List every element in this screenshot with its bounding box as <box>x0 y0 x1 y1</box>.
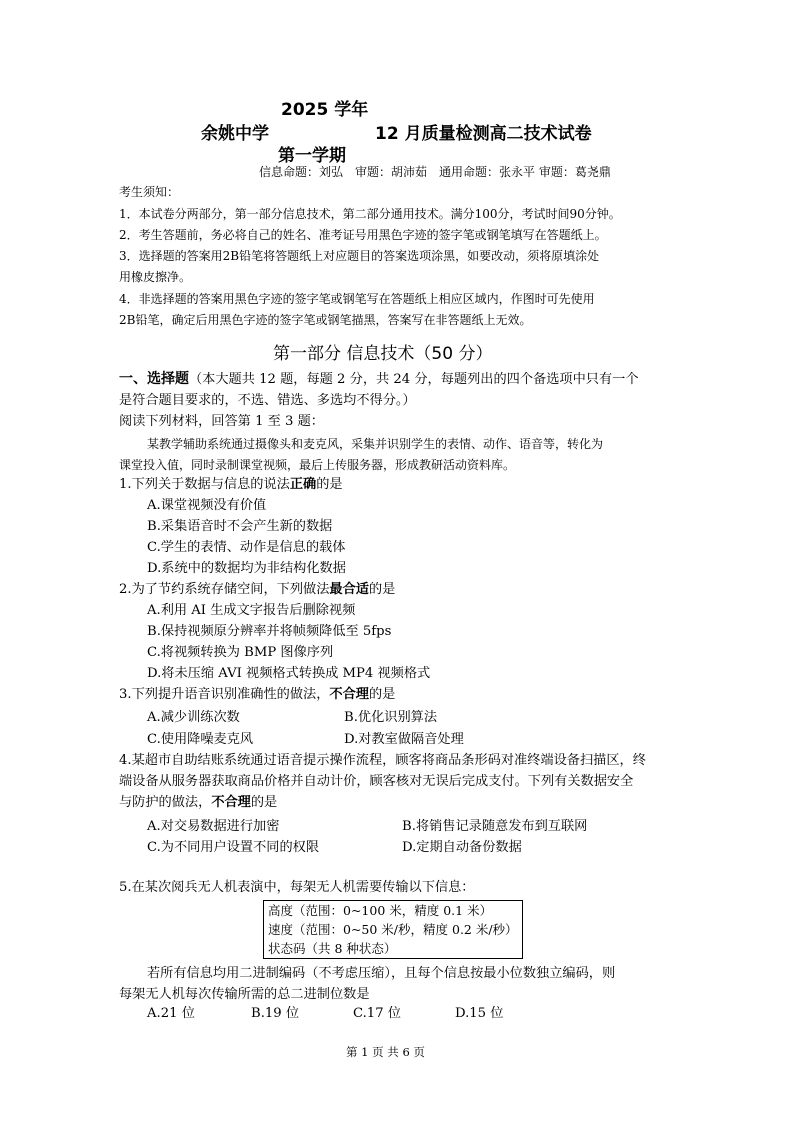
q2-stem-prefix: 2.为了节约系统存储空间，下列做法 <box>119 582 330 597</box>
q3-stem <box>119 684 395 705</box>
q2-stem-emph: 最合适 <box>329 582 369 597</box>
header-exam-title: 12 月质量检测高二技术试卷 <box>375 124 592 144</box>
page-number: 第 1 页 共 6 页 <box>346 1045 425 1059</box>
q5-info-box <box>263 900 523 959</box>
notice-item-4: 4．非选择题的答案用黑色字迹的签字笔或钢笔写在答题纸上相应区域内，作图时可先使用 <box>119 292 595 306</box>
q2-option-d: D.将未压缩 AVI 视频格式转换成 MP4 视频格式 <box>147 666 431 681</box>
q4-stem-line-1: 4.某超市自助结账系统通过语音提示操作流程，顾客将商品条形码对准终端设备扫描区，终 <box>119 753 646 768</box>
q5-box-line-status: 状态码（共 8 种状态） <box>268 941 397 956</box>
section-heading <box>119 369 639 390</box>
q2-option-c: C.将视频转换为 BMP 图像序列 <box>147 645 334 660</box>
notice-item-4-cont: 2B铅笔，确定后用黑色字迹的签字笔或钢笔描黑，答案写在非答题纸上无效。 <box>119 313 532 327</box>
part1-title: 第一部分 信息技术（50 分） <box>273 344 493 364</box>
header-semester: 第一学期 <box>278 146 346 166</box>
q3-option-a: A.减少训练次数 <box>147 710 240 725</box>
q1-option-c: C.学生的表情、动作是信息的载体 <box>147 540 346 555</box>
q1-stem-suffix: 的是 <box>316 477 343 492</box>
q2-stem <box>119 579 395 600</box>
material-line-1: 某教学辅助系统通过摄像头和麦克风，采集并识别学生的表情、动作、语音等，转化为 <box>147 437 604 451</box>
q1-stem-prefix: 1.下列关于数据与信息的说法 <box>119 477 290 492</box>
q3-option-b: B.优化识别算法 <box>344 710 438 725</box>
q2-option-a: A.利用 AI 生成文字报告后删除视频 <box>147 603 356 618</box>
q1-stem-emph: 正确 <box>289 477 317 492</box>
q3-option-c: C.使用降噪麦克风 <box>147 732 254 747</box>
q3-stem-emph: 不合理 <box>329 687 369 702</box>
q5-question-line-1: 若所有信息均用二进制编码（不考虑压缩），且每个信息按最小位数独立编码，则 <box>147 966 616 981</box>
q4-stem-suffix: 的是 <box>250 795 278 810</box>
q5-box-line-speed: 速度（范围：0~50 米/秒，精度 0.2 米/秒） <box>268 922 518 937</box>
q5-option-c: C.17 位 <box>353 1006 401 1021</box>
q5-box-line-height: 高度（范围：0~100 米，精度 0.1 米） <box>268 903 493 918</box>
q4-option-b: B.将销售记录随意发布到互联网 <box>402 819 588 834</box>
section-desc-cont: 是符合题目要求的，不选、错选、多选均不得分。） <box>119 393 416 408</box>
notice-item-2: 2．考生答题前，务必将自己的姓名、准考证号用黑色字迹的签字笔或钢笔填写在答题纸上。 <box>119 228 607 242</box>
q4-stem-line-3 <box>119 792 277 813</box>
header-authors: 信息命题：刘弘 审题：胡沛茹 通用命题：张永平 审题：葛尧鼎 <box>259 165 611 179</box>
header-year: 2025 学年 <box>281 100 369 120</box>
reading-prompt: 阅读下列材料，回答第 1 至 3 题： <box>119 414 324 429</box>
q5-option-b: B.19 位 <box>251 1006 300 1021</box>
notice-item-3-cont: 用橡皮擦净。 <box>119 270 192 284</box>
q5-stem: 5.在某次阅兵无人机表演中，每架无人机需要传输以下信息： <box>119 880 475 895</box>
q5-question-line-2: 每架无人机每次传输所需的总二进制位数是 <box>119 987 370 1002</box>
q4-option-d: D.定期自动备份数据 <box>402 840 522 855</box>
q1-option-b: B.采集语音时不会产生新的数据 <box>147 519 333 534</box>
q4-option-a: A.对交易数据进行加密 <box>147 819 280 834</box>
q2-stem-suffix: 的是 <box>368 582 396 597</box>
q1-stem <box>119 474 343 495</box>
section-desc: （本大题共 12 题，每题 2 分，共 24 分，每题列出的四个备选项中只有一个 <box>189 372 639 387</box>
q4-stem-prefix: 与防护的做法， <box>119 795 212 810</box>
q3-stem-suffix: 的是 <box>368 687 396 702</box>
q5-option-d: D.15 位 <box>455 1006 504 1021</box>
q4-option-c: C.为不同用户设置不同的权限 <box>147 840 320 855</box>
q4-stem-line-2: 端设备从服务器获取商品价格并自动计价，顾客核对无误后完成支付。下列有关数据安全 <box>119 774 634 789</box>
q1-option-a: A.课堂视频没有价值 <box>147 498 267 513</box>
material-line-2: 课堂投入值，同时录制课堂视频，最后上传服务器，形成教研活动资料库。 <box>119 458 516 472</box>
q5-option-a: A.21 位 <box>147 1006 195 1021</box>
section-label: 一、选择题 <box>119 371 189 387</box>
notice-heading: 考生须知： <box>119 185 180 199</box>
notice-item-1: 1．本试卷分两部分，第一部分信息技术，第二部分通用技术。满分100分，考试时间90分钟。 <box>119 207 621 221</box>
q1-option-d: D.系统中的数据均为非结构化数据 <box>147 561 346 576</box>
q2-option-b: B.保持视频原分辨率并将帧频降低至 5fps <box>147 624 392 639</box>
q3-stem-prefix: 3.下列提升语音识别准确性的做法， <box>119 687 330 702</box>
header-school: 余姚中学 <box>201 124 269 144</box>
q4-stem-emph: 不合理 <box>211 795 251 810</box>
q3-option-d: D.对教室做隔音处理 <box>344 732 464 747</box>
notice-item-3: 3．选择题的答案用2B铅笔将答题纸上对应题目的答案选项涂黑，如要改动，须将原填涂处 <box>119 249 600 263</box>
